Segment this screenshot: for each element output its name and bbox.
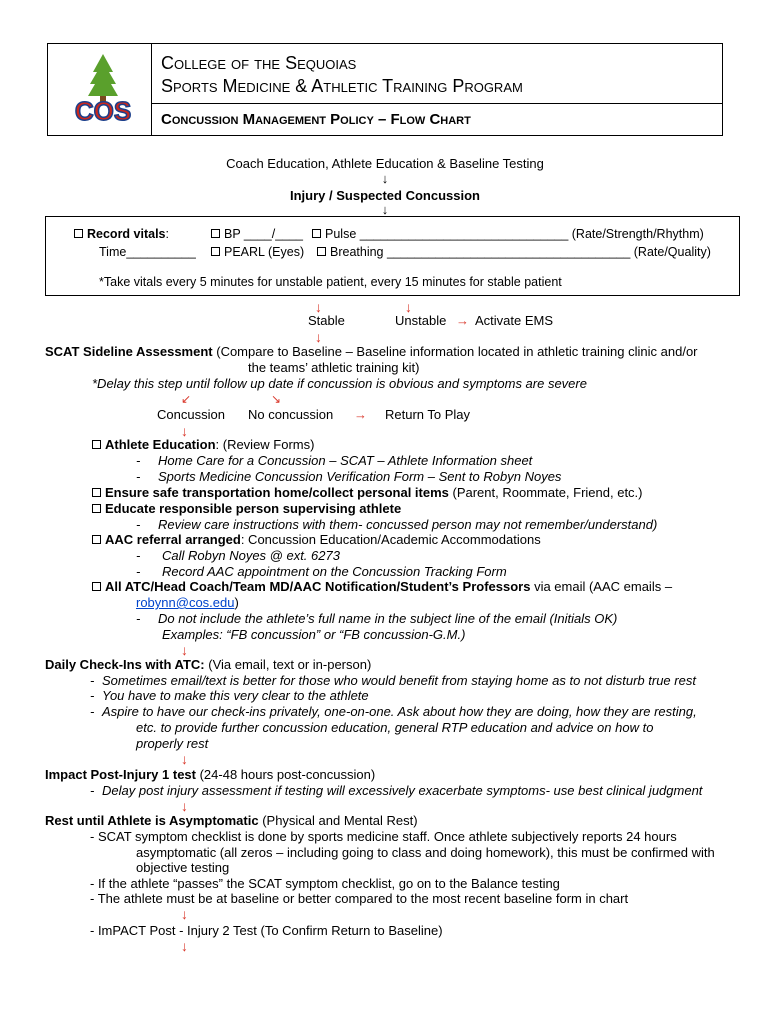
arrow-down: ↓	[315, 299, 322, 315]
stable-label: Stable	[308, 313, 345, 328]
athlete-education-item[interactable]	[92, 437, 314, 453]
list-item: - Aspire to have our check-ins privately, one-on-one. Ask about how they are doing, how they are resting,	[90, 704, 697, 719]
list-item: - Call Robyn Noyes @ ext. 6273	[136, 548, 340, 563]
impact-line	[45, 767, 375, 783]
document-header	[47, 43, 723, 136]
flow-step-injury: Injury / Suspected Concussion	[290, 188, 480, 203]
educate-person-item[interactable]	[92, 501, 401, 517]
scat-line	[45, 344, 698, 360]
svg-text:COS: COS	[74, 96, 132, 126]
concussion-label: Concussion	[157, 407, 225, 422]
scat-desc-cont: the teams’ athletic training kit)	[248, 360, 420, 375]
list-item-cont: etc. to provide further concussion education, general RTP education and advice on how to	[136, 720, 654, 735]
program-title: Sports Medicine & Athletic Training Program	[161, 76, 523, 96]
vitals-note: *Take vitals every 5 minutes for unstable patient, every 15 minutes for stable patient	[99, 275, 562, 289]
checkins-line	[45, 657, 371, 673]
checkbox[interactable]	[92, 582, 101, 591]
transportation-desc: (Parent, Roommate, Friend, etc.)	[448, 485, 643, 500]
cos-logo	[48, 44, 152, 135]
vitals-box	[45, 216, 740, 296]
rest-desc: (Physical and Mental Rest)	[258, 813, 418, 828]
record-vitals-label: Record vitals	[87, 227, 166, 241]
pulse-field[interactable]	[312, 226, 704, 242]
pearl-field[interactable]	[211, 244, 304, 260]
pearl-label: PEARL (Eyes)	[224, 245, 305, 259]
impact-title: Impact Post-Injury 1 test	[45, 767, 196, 782]
arrow-diag-left: ↙	[181, 392, 192, 406]
arrow-down: ↓	[381, 171, 389, 186]
transportation-title: Ensure safe transportation home/collect personal items	[105, 485, 449, 500]
aac-referral-desc: : Concussion Education/Academic Accommodations	[240, 532, 541, 547]
checkins-title: Daily Check-Ins with ATC:	[45, 657, 205, 672]
colon: :	[165, 227, 169, 241]
aac-referral-title: AAC referral arranged	[105, 532, 241, 547]
scat-title: SCAT Sideline Assessment	[45, 344, 213, 359]
pulse-label: Pulse ______________________________ (Rate/Strength/Rhythm)	[325, 227, 704, 241]
no-concussion-label: No concussion	[248, 407, 334, 422]
checkbox[interactable]	[74, 229, 83, 238]
list-item: - Delay post injury assessment if testing will excessively exacerbate symptoms- use best clinical judgment	[90, 783, 703, 798]
checkbox[interactable]	[211, 229, 220, 238]
checkbox[interactable]	[92, 535, 101, 544]
checkbox[interactable]	[211, 247, 220, 256]
list-item: - If the athlete “passes” the SCAT symptom checklist, go on to the Balance testing	[90, 876, 560, 891]
checkbox[interactable]	[317, 247, 326, 256]
athlete-education-title: Athlete Education	[105, 437, 216, 452]
athlete-education-desc: : (Review Forms)	[215, 437, 315, 452]
list-item: - Sometimes email/text is better for those who would benefit from staying home as to not disturb true rest	[90, 673, 696, 688]
list-item: - Sports Medicine Concussion Verification Form – Sent to Robyn Noyes	[136, 469, 562, 484]
impact-desc: (24-48 hours post-concussion)	[195, 767, 376, 782]
list-item: - ImPACT Post - Injury 2 Test (To Confirm Return to Baseline)	[90, 923, 443, 938]
checkbox[interactable]	[312, 229, 321, 238]
list-item: - Do not include the athlete’s full name in the subject line of the email (Initials OK)	[136, 611, 618, 626]
checkbox[interactable]	[92, 488, 101, 497]
list-item: - You have to make this very clear to the athlete	[90, 688, 369, 703]
aac-email-link[interactable]: robynn@cos.edu	[136, 595, 235, 610]
arrow-right: →	[456, 313, 469, 328]
activate-ems-label: Activate EMS	[475, 313, 554, 328]
list-item-cont: objective testing	[136, 860, 230, 875]
breathing-field[interactable]	[317, 244, 711, 260]
college-title: College of the Sequoias	[161, 53, 357, 73]
checkins-desc: (Via email, text or in-person)	[204, 657, 372, 672]
arrow-down: ↓	[405, 299, 412, 315]
notification-desc: via email (AAC emails –	[530, 579, 673, 594]
arrow-down: ↓	[181, 906, 188, 922]
policy-subtitle: Concussion Management Policy – Flow Chart	[161, 111, 471, 128]
list-item: - Review care instructions with them- concussed person may not remember/understand)	[136, 517, 658, 532]
bp-label: BP ____/____	[224, 227, 304, 241]
arrow-right: →	[354, 407, 367, 422]
arrow-down: ↓	[381, 202, 389, 217]
list-item: Examples: “FB concussion” or “FB concussion-G.M.)	[162, 627, 466, 642]
breathing-label: Breathing ___________________________________ (Rate/Quality)	[330, 245, 711, 259]
arrow-down: ↓	[181, 642, 188, 658]
header-divider	[152, 103, 722, 104]
unstable-label: Unstable	[395, 313, 447, 328]
arrow-down: ↓	[181, 751, 188, 767]
list-item: - Record AAC appointment on the Concussion Tracking Form	[136, 564, 507, 579]
transportation-item[interactable]	[92, 485, 643, 501]
flow-step-education: Coach Education, Athlete Education & Baseline Testing	[226, 156, 544, 171]
record-vitals-checkbox[interactable]	[74, 226, 169, 242]
rest-line	[45, 813, 418, 829]
bp-field[interactable]	[211, 226, 303, 242]
notification-title: All ATC/Head Coach/Team MD/AAC Notification/Student’s Professors	[105, 579, 531, 594]
list-item: - Home Care for a Concussion – SCAT – Athlete Information sheet	[136, 453, 533, 468]
scat-note: *Delay this step until follow up date if concussion is obvious and symptoms are severe	[92, 376, 587, 391]
arrow-down: ↓	[315, 329, 322, 345]
checkbox[interactable]	[92, 504, 101, 513]
list-item-cont: properly rest	[136, 736, 209, 751]
list-item-cont: asymptomatic (all zeros – including going to class and doing homework), this must be confirmed with	[136, 845, 715, 860]
time-field[interactable]: Time__________	[99, 245, 196, 259]
rest-title: Rest until Athlete is Asymptomatic	[45, 813, 259, 828]
list-item: - The athlete must be at baseline or better compared to the most recent baseline form in chart	[90, 891, 629, 906]
return-to-play-label: Return To Play	[385, 407, 471, 422]
scat-desc: (Compare to Baseline – Baseline information located in athletic training clinic and/or	[212, 344, 698, 359]
arrow-down: ↓	[181, 938, 188, 954]
educate-person-title: Educate responsible person supervising athlete	[105, 501, 402, 516]
checkbox[interactable]	[92, 440, 101, 449]
aac-referral-item[interactable]	[92, 532, 541, 548]
notification-item[interactable]	[92, 579, 672, 595]
arrow-down: ↓	[181, 423, 188, 439]
email-line: robynn@cos.edu)	[136, 595, 239, 610]
arrow-diag-right: ↘	[271, 392, 282, 406]
list-item: - SCAT symptom checklist is done by sports medicine staff. Once athlete subjectively reports 24 hours	[90, 829, 677, 844]
arrow-down: ↓	[181, 798, 188, 814]
